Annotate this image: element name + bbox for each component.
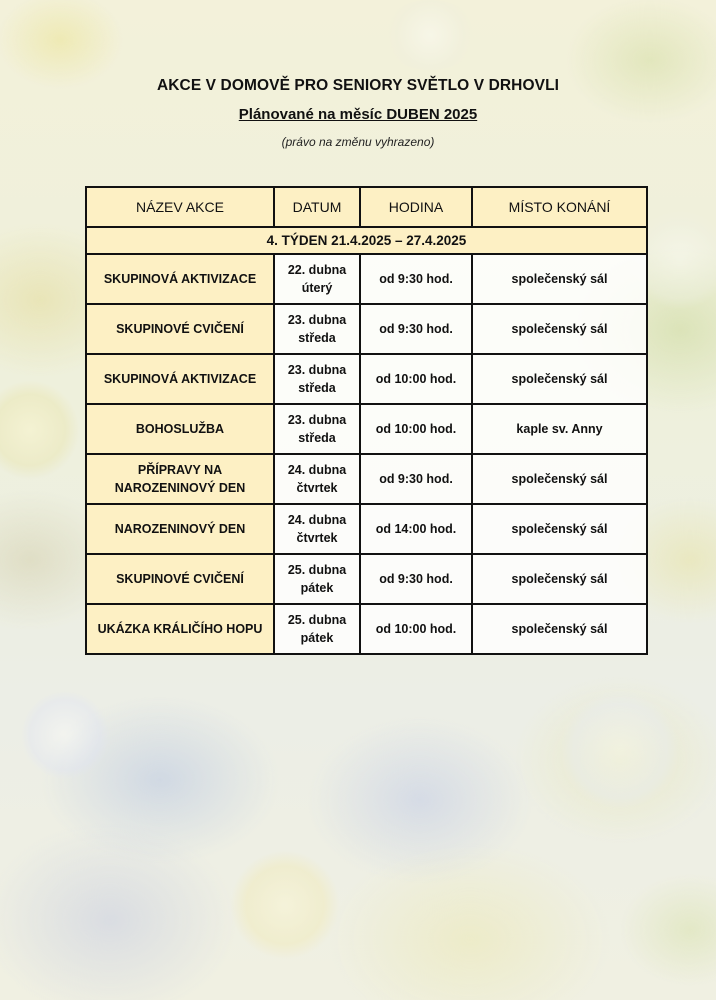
event-place-cell: společenský sál (472, 304, 647, 354)
event-time-cell: od 10:00 hod. (360, 354, 472, 404)
flower-decoration (0, 380, 80, 480)
event-date: 23. dubna (287, 413, 347, 427)
event-name-cell: SKUPINOVÁ AKTIVIZACE (86, 254, 274, 304)
column-header-name: NÁZEV AKCE (86, 187, 274, 227)
event-date-cell (274, 454, 360, 504)
week-label: 4. TÝDEN 21.4.2025 – 27.4.2025 (86, 227, 647, 254)
event-place-cell: společenský sál (472, 604, 647, 654)
event-place-cell: společenský sál (472, 504, 647, 554)
event-weekday: středa (298, 331, 336, 345)
event-name-cell: UKÁZKA KRÁLIČÍHO HOPU (86, 604, 274, 654)
event-weekday: úterý (301, 281, 333, 295)
event-date: 25. dubna (287, 613, 347, 627)
flower-decoration (560, 690, 680, 810)
event-date: 23. dubna (287, 313, 347, 327)
column-header-place: MÍSTO KONÁNÍ (472, 187, 647, 227)
week-row (86, 227, 647, 254)
event-name-cell: NAROZENINOVÝ DEN (86, 504, 274, 554)
event-name-cell: PŘÍPRAVY NA NAROZENINOVÝ DEN (86, 454, 274, 504)
event-date: 24. dubna (287, 513, 347, 527)
column-header-time: HODINA (360, 187, 472, 227)
event-date-cell (274, 604, 360, 654)
event-weekday: středa (298, 431, 336, 445)
event-date-cell (274, 354, 360, 404)
event-date: 22. dubna (287, 263, 347, 277)
event-weekday: čtvrtek (296, 531, 338, 545)
table-row (86, 504, 647, 554)
table-row (86, 554, 647, 604)
event-time-cell: od 9:30 hod. (360, 304, 472, 354)
event-time-cell: od 9:30 hod. (360, 254, 472, 304)
event-name-cell: SKUPINOVÉ CVIČENÍ (86, 304, 274, 354)
event-date: 23. dubna (287, 363, 347, 377)
event-weekday: středa (298, 381, 336, 395)
event-place-cell: kaple sv. Anny (472, 404, 647, 454)
event-date-cell (274, 254, 360, 304)
page-subtitle (0, 106, 716, 123)
event-date-cell (274, 404, 360, 454)
event-date: 25. dubna (287, 563, 347, 577)
event-place-cell: společenský sál (472, 254, 647, 304)
event-time-cell: od 9:30 hod. (360, 554, 472, 604)
event-name-cell: SKUPINOVÉ CVIČENÍ (86, 554, 274, 604)
event-time-cell: od 9:30 hod. (360, 454, 472, 504)
event-date: 24. dubna (287, 463, 347, 477)
subtitle-text: Plánované na měsíc DUBEN 2025 (238, 106, 478, 123)
event-name-cell: BOHOSLUŽBA (86, 404, 274, 454)
events-table (85, 186, 648, 655)
flower-decoration (230, 850, 340, 960)
event-time-cell: od 10:00 hod. (360, 404, 472, 454)
table-row (86, 604, 647, 654)
event-date-cell (274, 554, 360, 604)
table-row (86, 254, 647, 304)
table-row (86, 304, 647, 354)
table-header-row (86, 187, 647, 227)
event-time-cell: od 14:00 hod. (360, 504, 472, 554)
event-place-cell: společenský sál (472, 354, 647, 404)
change-reserved-note: (právo na změnu vyhrazeno) (281, 135, 435, 149)
table-row (86, 354, 647, 404)
table-row (86, 404, 647, 454)
flower-decoration (20, 690, 110, 780)
event-time-cell: od 10:00 hod. (360, 604, 472, 654)
column-header-date: DATUM (274, 187, 360, 227)
table-row (86, 454, 647, 504)
event-date-cell (274, 504, 360, 554)
event-weekday: pátek (300, 631, 334, 645)
event-name-cell: SKUPINOVÁ AKTIVIZACE (86, 354, 274, 404)
flower-decoration (380, 0, 480, 70)
event-weekday: čtvrtek (296, 481, 338, 495)
page-title: AKCE V DOMOVĚ PRO SENIORY SVĚTLO V DRHOVLI (156, 77, 560, 94)
event-place-cell: společenský sál (472, 454, 647, 504)
event-weekday: pátek (300, 581, 334, 595)
event-place-cell: společenský sál (472, 554, 647, 604)
event-date-cell (274, 304, 360, 354)
